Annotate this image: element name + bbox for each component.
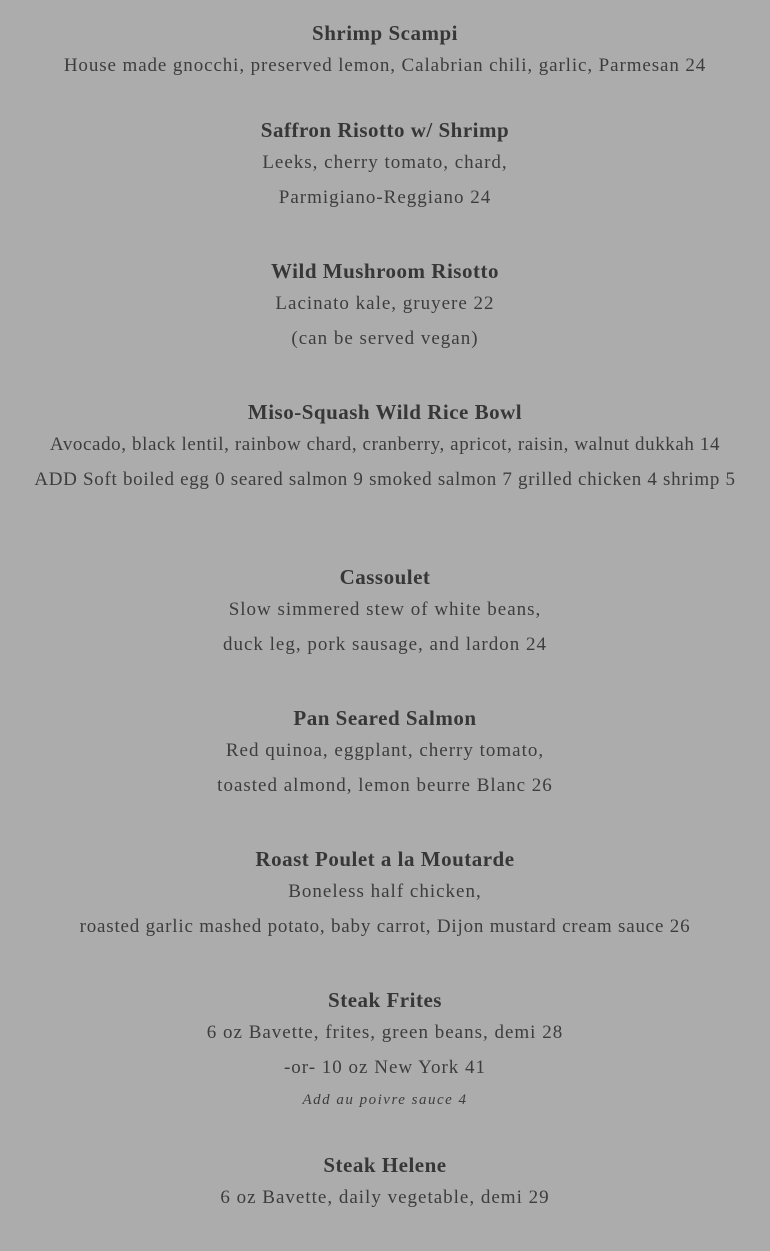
item-name: Cassoulet [339,565,431,589]
item-name: Miso-Squash Wild Rice Bowl [247,400,523,424]
menu-item-miso-squash-bowl [0,397,770,492]
item-description: Leeks, cherry tomato, chard, [262,152,508,173]
item-name: Roast Poulet a la Moutarde [255,847,515,871]
item-description: duck leg, pork sausage, and lardon 24 [222,634,548,655]
menu-item-roast-poulet [0,844,770,944]
menu-item-pan-seared-salmon [0,703,770,803]
item-description: House made gnocchi, preserved lemon, Calabrian chili, garlic, Parmesan 24 [63,55,707,76]
item-description: 6 oz Bavette, daily vegetable, demi 29 [220,1187,550,1208]
item-description: Slow simmered stew of white beans, [228,599,542,620]
item-addons: ADD Soft boiled egg 0 seared salmon 9 smoked salmon 7 grilled chicken 4 shrimp 5 [34,469,736,490]
item-description: 6 oz Bavette, frites, green beans, demi 28 [206,1022,564,1043]
menu-item-wild-mushroom-risotto [0,256,770,356]
item-description: Parmigiano-Reggiano 24 [278,187,492,208]
item-description: roasted garlic mashed potato, baby carrot, Dijon mustard cream sauce 26 [79,916,691,937]
item-name: Steak Frites [328,988,442,1012]
menu-item-saffron-risotto [0,115,770,215]
menu-item-shrimp-scampi [0,18,770,83]
item-description: Red quinoa, eggplant, cherry tomato, [225,740,545,761]
item-note: Add au poivre sauce 4 [302,1092,468,1108]
item-description: Lacinato kale, gruyere 22 [275,293,495,314]
item-name: Wild Mushroom Risotto [271,259,499,283]
item-name: Pan Seared Salmon [293,706,477,730]
item-description: Boneless half chicken, [288,881,482,902]
item-name: Saffron Risotto w/ Shrimp [260,118,510,142]
item-description: (can be served vegan) [291,328,479,349]
item-name: Shrimp Scampi [312,21,458,45]
menu-item-steak-helene [0,1150,770,1215]
menu-item-cassoulet [0,562,770,662]
item-description: toasted almond, lemon beurre Blanc 26 [217,775,553,796]
item-name: Steak Helene [323,1153,447,1177]
item-description: Avocado, black lentil, rainbow chard, cranberry, apricot, raisin, walnut dukkah 14 [49,434,721,455]
menu-item-steak-frites [0,985,770,1115]
item-description: -or- 10 oz New York 41 [283,1057,487,1078]
